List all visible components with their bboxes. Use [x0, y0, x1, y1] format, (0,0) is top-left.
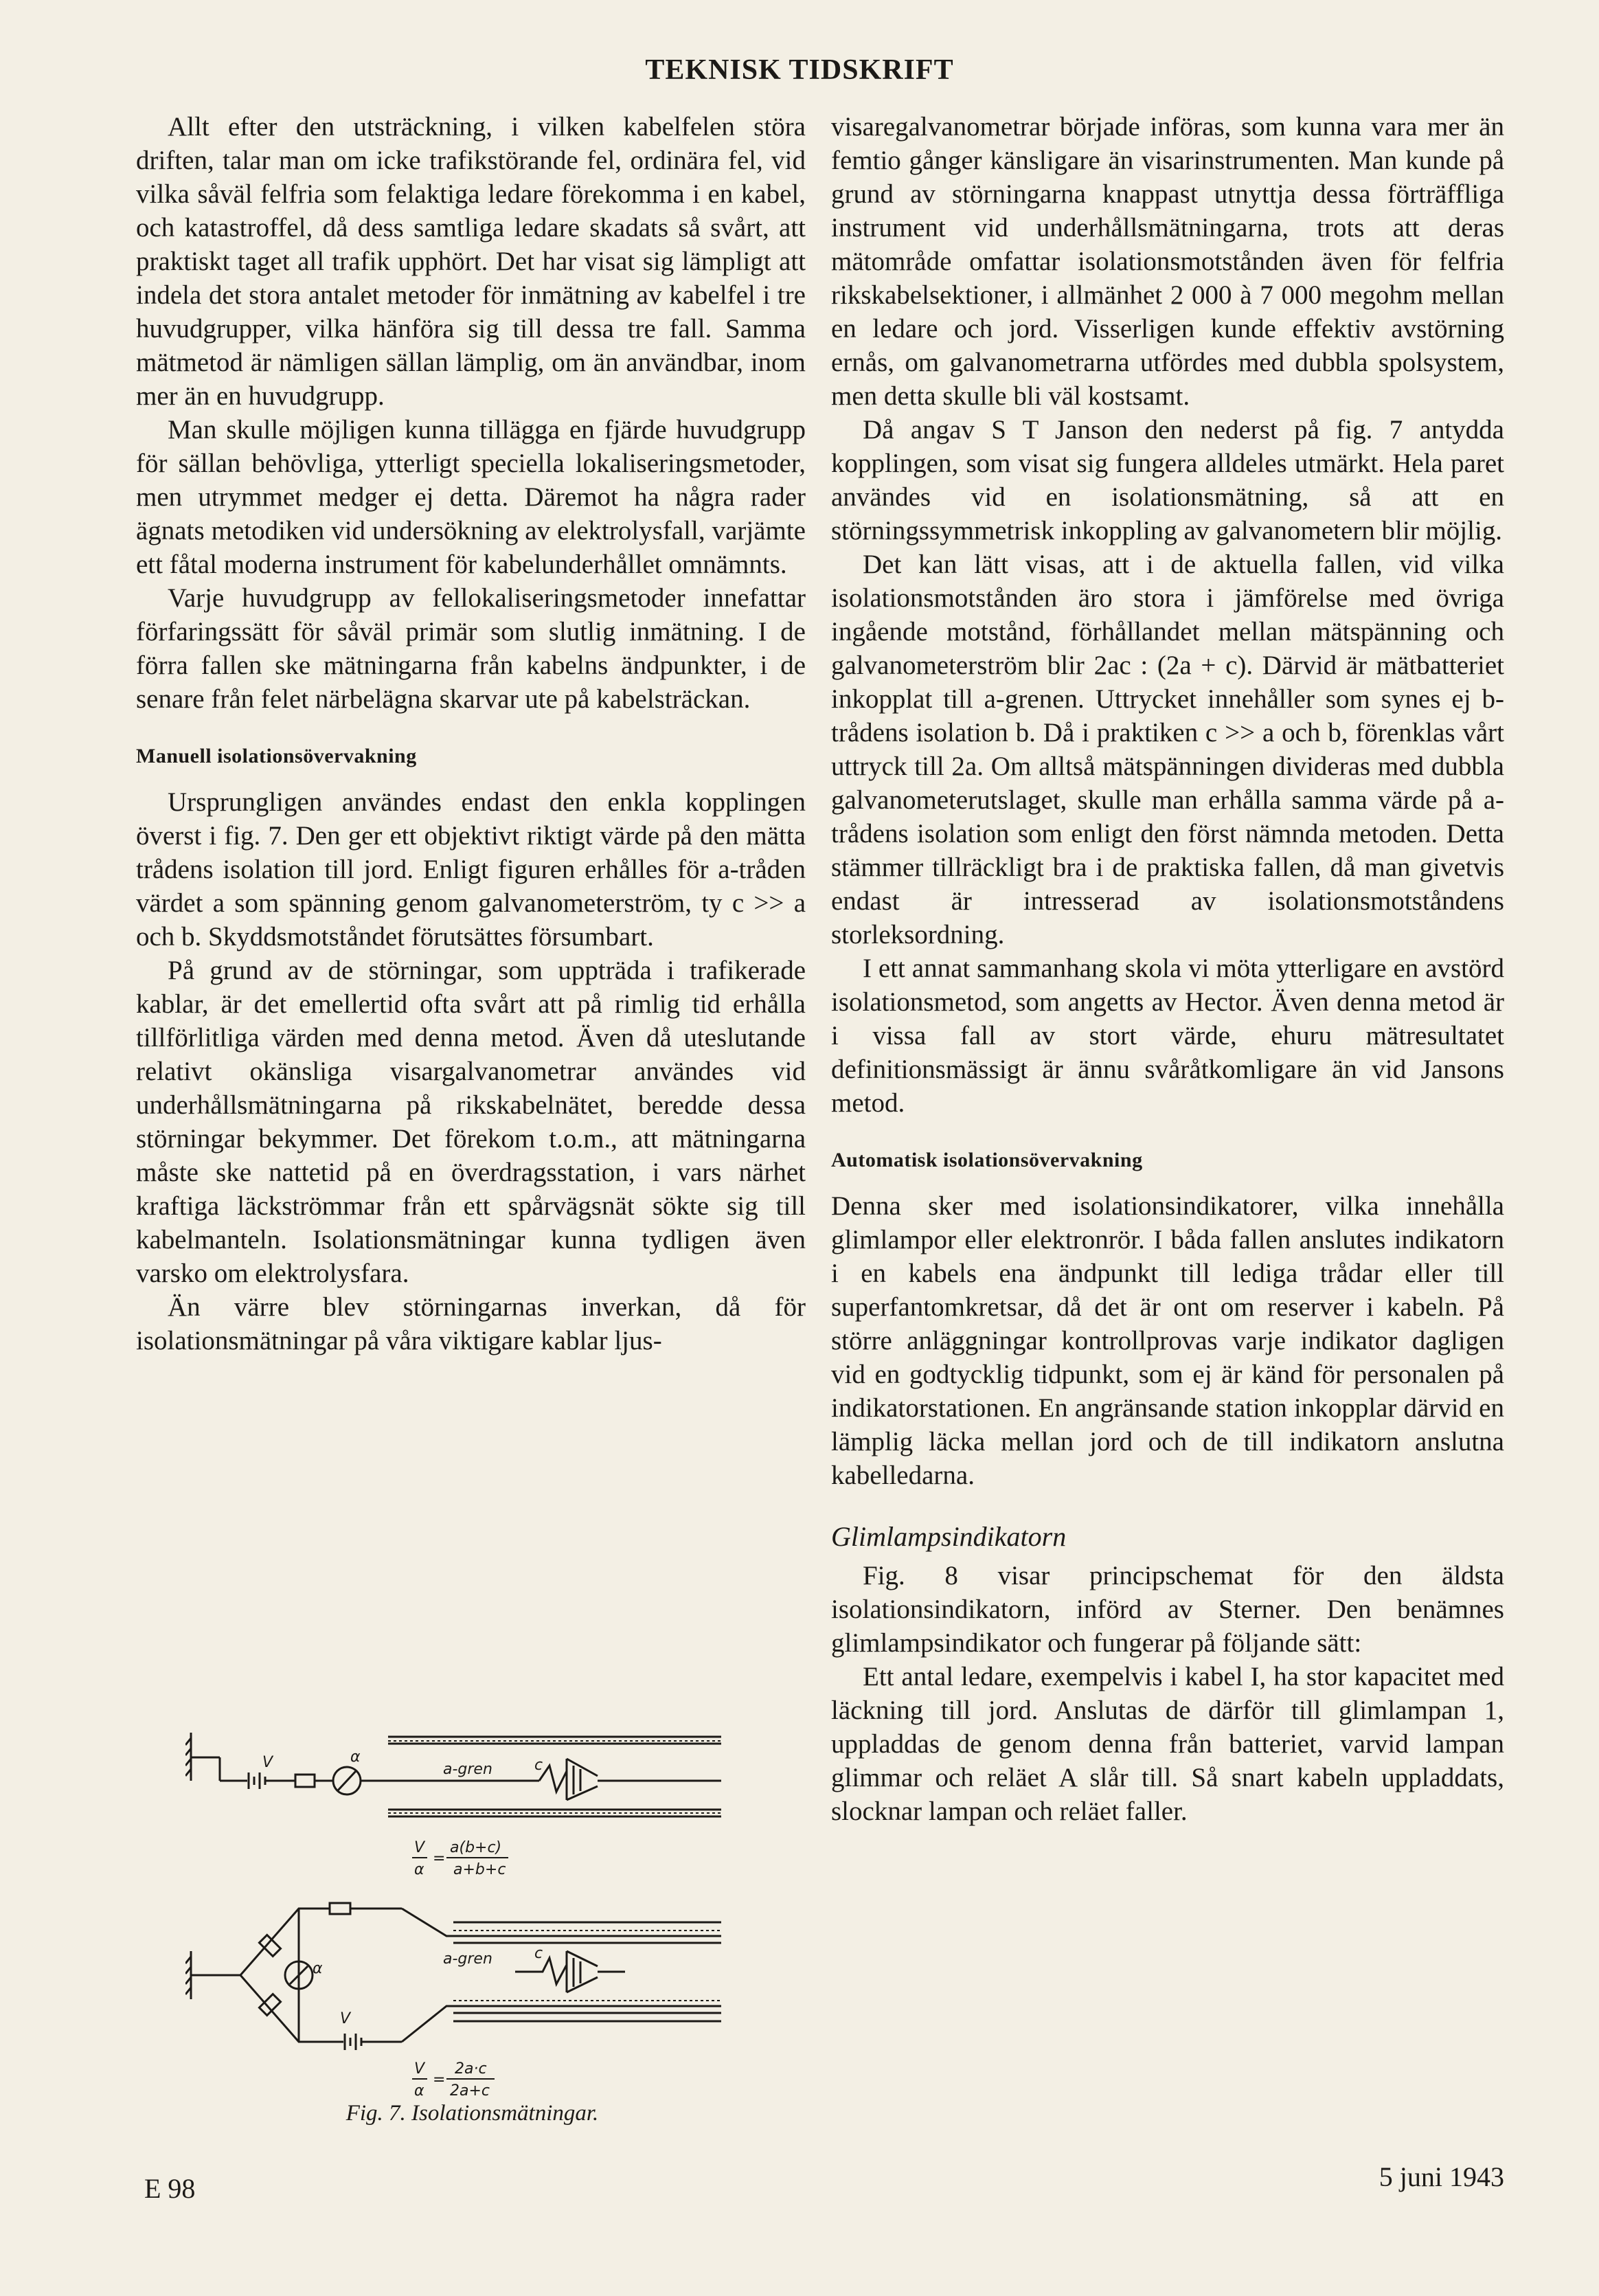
battery-symbol: [220, 1772, 295, 1789]
paragraph: På grund av de störningar, som uppträda i trafikerade kablar, är det emellertid ofta svårt att på rimlig tid erhålla tillförlitliga värden med denna metod. Även då uteslutande relativt okänsliga visargalvanometrar användes vid underhållsmätningarna på rikskabelnätet, beredde dessa störningar bekymmer. Det förekom t.o.m., att mätningarna måste ske nattetid på en överdragsstation, i vars närhet kraftiga läckströmmar från ett spårvägsnät sökte sig till kabelmanteln. Isolationsmätningar kunna tydligen även varsko om elektrolysfara.: [136, 956, 806, 1288]
paragraph: visaregalvanometrar började införas, som kunna vara mer än femtio gånger känsligare än visarinstrumenten. Man kunde på grund av störningarna knappast utnyttja dessa förträffliga instrument vid underhållsmätningarna, trots att deras mätområde omfattar isolationsmotstånden även för felfria rikskabelsektioner, i allmänhet 2 000 à 7 000 megohm mellan en ledare och jord. Visserligen kunde effektiv avstörning ernås, om galvanometrarna utfördes med dubbla spolsystem, men detta skulle bli väl kostsamt.: [831, 112, 1504, 411]
paragraph: Ursprungligen användes endast den enkla kopplingen överst i fig. 7. Den ger ett objektivt riktigt värde på den mätta trådens isolation till jord. Enligt figuren erhålles för a-tråden värdet a som spänning genom galvanometerström, ty c >> a och b. Skyddsmotståndet förutsättes försumbart.: [136, 787, 806, 952]
svg-text:a-gren: a-gren: [443, 1950, 492, 1968]
paragraph: Man skulle möjligen kunna tillägga en fjärde huvudgrupp för sällan behövliga, ytterligt speciella lokaliseringsmetoder, men utrymmet medger ej detta. Däremot ha några rader ägnats metodiken vid undersökning av elektrolysfall, varjämte ett fåtal moderna instrument för kabelunderhållet omnämnts.: [136, 415, 806, 579]
svg-text:2a·c: 2a·c: [455, 2060, 487, 2078]
paragraph: Då angav S T Janson den nederst på fig. 7 antydda kopplingen, som visat sig fungera alldeles utmärkt. Hela paret användes vid en isolationsmätning, så att en störningssymmetrisk inkoppling av galvanometern blir möjlig.: [831, 415, 1504, 545]
battery-symbol-bottom: [345, 2034, 402, 2050]
paragraph: Allt efter den utsträckning, i vilken kabelfelen störa driften, talar man om icke trafikstörande fel, ordinära fel, vid vilka såväl felfria som felaktiga ledare förekomma i en kabel, och katastroffel, då dess samtliga ledare skadats så svårt, att praktiskt taget all trafik upphört. Det har visat sig lämpligt att indela det stora antalet metoder för inmätning av kabelfel i tre huvudgrupper, vilka hänföra sig till dessa tre fall. Samma mätmetod är nämligen sällan lämplig, om än användbar, inom mer än en huvudgrupp.: [136, 112, 806, 411]
svg-text:α: α: [414, 1861, 424, 1878]
svg-text:α: α: [414, 2082, 424, 2100]
figure-7: [185, 1718, 762, 2143]
running-head: TEKNISK TIDSKRIFT: [645, 54, 954, 86]
label-c: c: [534, 1757, 543, 1774]
formula-bottom: [412, 2060, 495, 2100]
fault-symbol: [539, 1759, 598, 1800]
svg-text:a(b+c): a(b+c): [450, 1839, 502, 1856]
issue-date: 5 juni 1943: [1379, 2161, 1504, 2192]
formula-top: [412, 1839, 508, 1878]
earth-symbol-bottom: [185, 1951, 191, 1999]
svg-text:=: =: [433, 2071, 446, 2089]
paragraph: Fig. 8 visar principschemat för den äldsta isolationsindikatorn, införd av Sterner. Den benämnes glimlampsindikator och fungerar på följande sätt:: [831, 1561, 1504, 1658]
label-a-gren: a-gren: [443, 1761, 492, 1778]
svg-text:α: α: [313, 1960, 323, 1977]
label-alpha: α: [350, 1748, 361, 1766]
circuit-diagram: [185, 1718, 762, 2102]
paragraph: Ett antal ledare, exempelvis i kabel I, ha stor kapacitet med läckning till jord. Anslutas de därför till glimlampan 1, uppladdas de genom denna från batteriet, varvid lampan glimmar och reläet A slår till. Så snart kabeln uppladdats, slocknar lampan och reläet faller.: [831, 1662, 1504, 1826]
subsection-heading: Glimlampsindikatorn: [831, 1521, 1067, 1552]
galvanometer-symbol: [333, 1767, 361, 1794]
section-heading: Manuell isolationsövervakning: [136, 745, 417, 767]
paragraph: I ett annat sammanhang skola vi möta ytterligare en avstörd isolationsmetod, som angetts av Hector. Även denna metod är i vissa fall av stort värde, ehuru mätresultatet definitionsmässigt är ännu svåråtkomligare än vid Jansons metod.: [831, 954, 1504, 1118]
section-heading: Automatisk isolationsövervakning: [831, 1149, 1143, 1171]
figure-caption: Fig. 7. Isolationsmätningar.: [345, 2101, 599, 2126]
svg-text:=: =: [433, 1850, 446, 1867]
earth-symbol: [185, 1733, 191, 1781]
paragraph: Det kan lätt visas, att i de aktuella fallen, vid vilka isolationsmotstånden äro stora i jämförelse med övriga ingående motstånd, förhållandet mellan mätspänning och galvanometerström blir 2ac : (2a + c). Därvid är mätbatteriet inkopplat till a-grenen. Uttrycket innehåller som synes ej b-trådens isolation b. Då i praktiken c >> a och b, förenklas vårt uttryck till 2a. Om alltså mätspänningen divideras med dubbla galvanometerutslaget, skulle man erhålla samma värde på a-trådens isolation som enligt den först nämnda metoden. Detta stämmer tillräckligt bra i de praktiska fallen, då man givetvis endast är intresserad av isolationsmotståndens storleksordning.: [831, 550, 1504, 949]
label-v: V: [262, 1754, 273, 1771]
left-column: [136, 110, 806, 1358]
cable-pair-top: [388, 1737, 721, 1816]
svg-text:V: V: [340, 2010, 351, 2027]
paragraph: Varje huvudgrupp av fellokaliseringsmetoder innefattar förfaringssätt för såväl primär som slutlig inmätning. I de förra fallen ske mätningarna från kabelns ändpunkter, i de senare från felet närbelägna skarvar ute på kabelsträckan.: [136, 583, 806, 714]
svg-text:a+b+c: a+b+c: [453, 1861, 506, 1878]
svg-text:2a+c: 2a+c: [450, 2082, 490, 2100]
page-number: E 98: [144, 2173, 196, 2204]
svg-text:c: c: [534, 1945, 543, 1962]
right-column: [831, 110, 1504, 1828]
svg-text:V: V: [414, 2060, 425, 2078]
paragraph: Denna sker med isolationsindikatorer, vilka innehålla glimlampor eller elektronrör. I båda fallen anslutes indikatorn i en kabels ena ändpunkt till lediga trådar eller till superfantomkretsar, då det är ont om reserver i kabeln. På större anläggningar kontrollprovas varje indikator dagligen vid en godtycklig tidpunkt, som ej är känd för personalen på indikatorstationen. En angränsande station inkopplar därvid en lämplig läcka mellan jord och de till indikatorn anslutna kabelledarna.: [831, 1191, 1504, 1490]
fault-symbol-bottom: [515, 1951, 625, 1992]
resistor-symbol: [295, 1775, 315, 1787]
svg-text:V: V: [414, 1839, 425, 1856]
paragraph: Än värre blev störningarnas inverkan, då för isolationsmätningar på våra viktigare kablar ljus-: [136, 1292, 806, 1355]
